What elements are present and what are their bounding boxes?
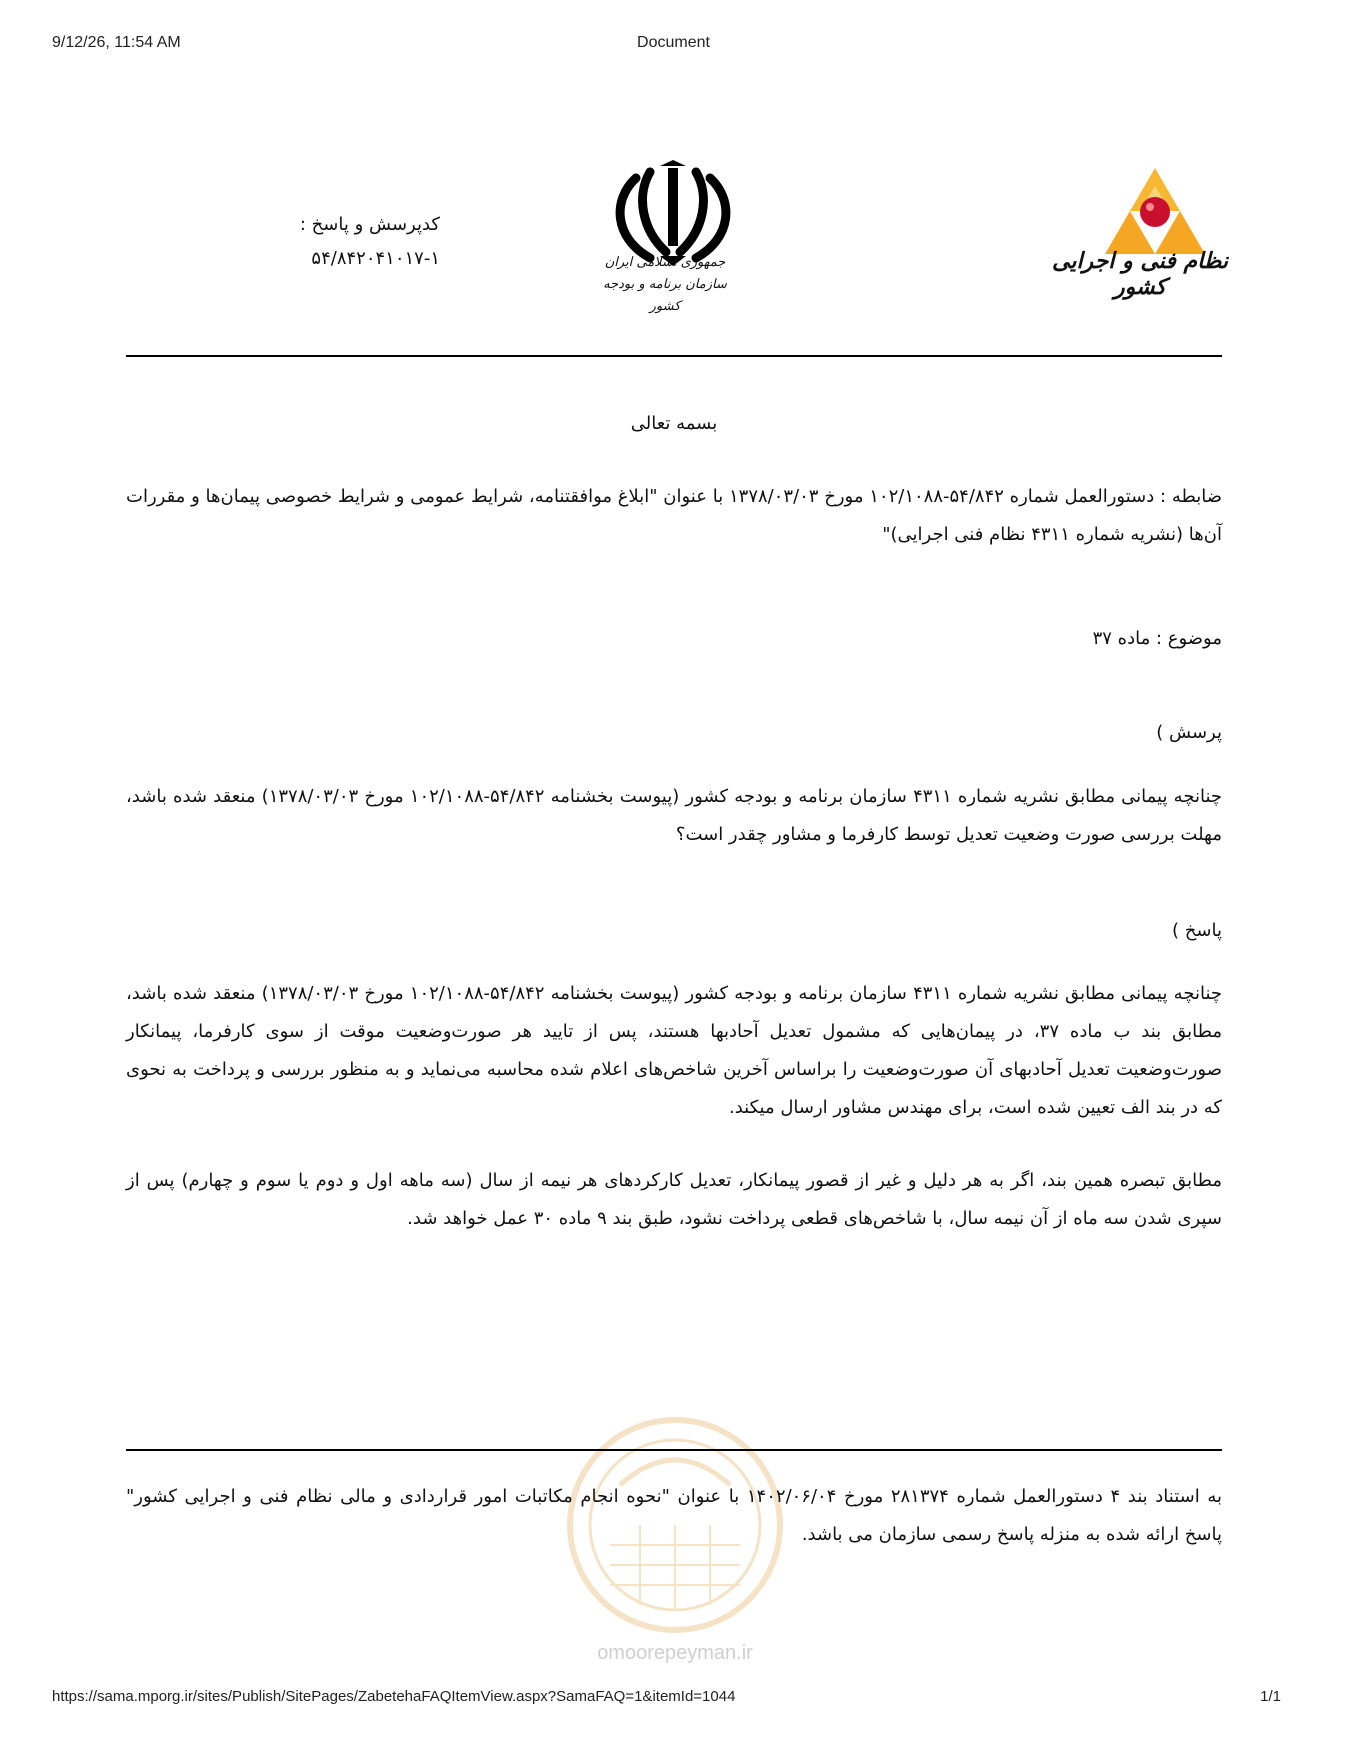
subject-line: موضوع : ماده ۳۷ [1092,628,1222,649]
nezam-fani-title: نظام فنی و اجرایی کشور [1051,248,1228,300]
watermark-url: omoorepeyman.ir [597,1642,753,1664]
print-page-count: 1/1 [1260,1688,1281,1705]
header-divider [126,355,1222,357]
gov-line-2: سازمان برنامه و بودجه کشور [603,277,727,314]
gov-org-text [590,252,740,318]
footer-divider [126,1449,1222,1451]
answer-label: پاسخ ) [1172,920,1222,941]
question-label: پرسش ) [1156,722,1222,743]
nezam-fani-logo-icon [1090,166,1220,256]
question-text: چنانچه پیمانی مطابق نشریه شماره ۴۳۱۱ سازمان برنامه و بودجه کشور (پیوست بخشنامه ۵۴/۸۴۲-۱۰۲/۱۰۸۸ مورخ ۱۳۷۸/۰۳/۰۳) منعقد شده باشد، مهلت بررسی صورت وضعیت تعدیل توسط کارفرما و مشاور چقدر است؟ [126,786,1222,845]
qa-code-block [250,208,440,276]
qa-code-label: کدپرسش و پاسخ : [299,214,440,235]
qa-code-value: ۵۴/۸۴۲۰۴۱۰۱۷-۱ [311,248,440,269]
footer-official-note: به استناد بند ۴ دستورالعمل شماره ۲۸۱۳۷۴ مورخ ۱۴۰۲/۰۶/۰۴ با عنوان "نحوه انجام مکاتبات امور قراردادی و مالی نظام فنی و اجرایی کشور" پاسخ ارائه شده به منزله پاسخ رسمی سازمان می باشد. [126,1486,1222,1545]
print-datetime: 9/12/26, 11:54 AM [52,34,181,51]
print-url: https://sama.mporg.ir/sites/Publish/SitePages/ZabetehaFAQItemView.aspx?SamaFAQ=1&itemId=1044 [52,1688,736,1705]
salutation: بسمه تعالی [630,413,718,434]
answer-paragraph-1: چنانچه پیمانی مطابق نشریه شماره ۴۳۱۱ سازمان برنامه و بودجه کشور (پیوست بخشنامه ۵۴/۸۴۲-۱۰۲/۱۰۸۸ مورخ ۱۳۷۸/۰۳/۰۳) منعقد شده باشد، مطابق بند ب ماده ۳۷، در پیمان‌هایی که مشمول تعدیل آحادبها هستند، پس از تایید هر صورت‌وضعیت موقت از سوی کارفرما، پیمانکار صورت‌وضعیت تعدیل آحادبهای آن صورت‌وضعیت را براساس آخرین شاخص‌های اعلام شده محاسبه می‌نماید و به منظور بررسی و پرداخت به نحوی که در بند الف تعیین شده است، برای مهندس مشاور ارسال میکند. [126,983,1222,1118]
gov-line-1: جمهوری اسلامی ایران [604,255,726,270]
answer-paragraph-2: مطابق تبصره همین بند، اگر به هر دلیل و غیر از قصور پیمانکار، تعدیل کارکردهای هر نیمه از سال (سه ماهه اول و دوم یا سوم و چهارم) پس از سپری شدن سه ماه از آن نیمه سال، با شاخص‌های قطعی پرداخت نشود، طبق بند ۹ ماده ۳۰ عمل خواهد شد. [126,1170,1222,1229]
zabeteh-reference: ضابطه : دستورالعمل شماره ۵۴/۸۴۲-۱۰۲/۱۰۸۸ مورخ ۱۳۷۸/۰۳/۰۳ با عنوان "ابلاغ موافقتنامه، شرایط عمومی و شرایط خصوصی پیمان‌ها و مقررات آن‌ها (نشریه شماره ۴۳۱۱ نظام فنی اجرایی)" [126,486,1223,545]
print-page-title: Document [637,34,710,51]
